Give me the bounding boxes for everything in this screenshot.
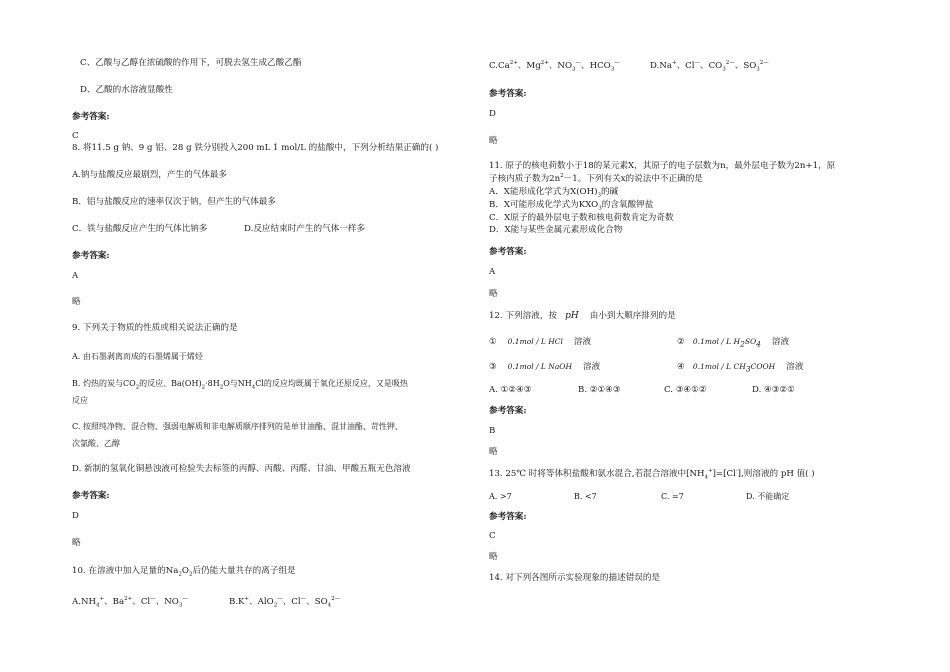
answer-label: 参考答案: bbox=[489, 406, 527, 416]
answer-note: 略 bbox=[72, 297, 81, 307]
q8-option-c: C．铁与盐酸反应产生的气体比钠多 bbox=[72, 224, 208, 234]
q9-option-a: A. 由石墨剥离而成的石墨烯属于烯烃 bbox=[72, 352, 203, 361]
answer-label: 参考答案: bbox=[489, 512, 527, 522]
q9-option-c-cont: 次氯酸、乙醇 bbox=[72, 439, 120, 448]
q10-option-c: $C.Ca^{2+}$、$Mg^{2+}$、$NO_3^—$、$HCO_3^—$ bbox=[489, 60, 620, 73]
answer-value: A bbox=[72, 271, 79, 281]
answer-note: 略 bbox=[489, 289, 498, 299]
q11-option-b: B．X可能形成化学式为$KXO_3$的含氧酸钾盐 bbox=[489, 200, 654, 212]
q12-option-d: D. ④③②① bbox=[752, 385, 795, 395]
q11-option-c: C．X原子的最外层电子数和核电荷数肯定为奇数 bbox=[489, 213, 674, 223]
answer-label: 参考答案: bbox=[489, 89, 527, 99]
answer-value: D bbox=[489, 109, 496, 119]
q13-option-d: D. 不能确定 bbox=[746, 492, 790, 501]
answer-value: D bbox=[72, 511, 79, 521]
question-11: 11. 原子的核电荷数小于18的某元素X，其原子的电子层数为n，最外层电子数为2n+1，原 bbox=[489, 161, 836, 171]
question-14: 14. 对下列各图所示实验现象的描述错误的是 bbox=[489, 573, 661, 583]
q13-option-a: A. >7 bbox=[489, 492, 512, 501]
q10-option-a: $A.NH_4^+$、$Ba^{2+}$、Cl—、$NO_3^—$ bbox=[72, 596, 188, 609]
q12-item-2: ② 0.1mol / L $H_2SO_4$ 溶液 bbox=[677, 337, 790, 349]
answer-label: 参考答案: bbox=[489, 247, 527, 257]
q13-option-c: C. =7 bbox=[661, 492, 684, 501]
answer-label: 参考答案: bbox=[72, 491, 110, 501]
q12-option-c: C. ③④①② bbox=[664, 385, 707, 395]
q11-option-d: D．X能与某些金属元素形成化合物 bbox=[489, 225, 623, 235]
q13-option-b: B. <7 bbox=[574, 492, 597, 501]
q10-option-d: D.Na+、Cl—、$CO_3^{2—}$、$SO_3^{2—}$ bbox=[650, 60, 769, 73]
question-12: 12. 下列溶液，按 pH 由小到大顺序排列的是 bbox=[489, 311, 676, 321]
answer-label: 参考答案: bbox=[72, 251, 110, 261]
answer-note: 略 bbox=[72, 538, 81, 548]
question-11-cont: 子核内质子数为$2n^2-1$。下列有关x的说法中不正确的是 bbox=[489, 173, 703, 184]
answer-value: A bbox=[489, 267, 496, 277]
answer-note: 略 bbox=[489, 447, 498, 457]
answer-note: 略 bbox=[489, 136, 498, 146]
answer-label: 参考答案: bbox=[72, 112, 110, 122]
q12-item-1: ① 0.1mol / L HCl 溶液 bbox=[489, 337, 592, 347]
answer-value: B bbox=[489, 426, 496, 436]
q9-option-b-cont: 反应 bbox=[72, 396, 88, 405]
option-c: C、乙酸与乙醇在浓硫酸的作用下，可脱去氢生成乙酸乙酯 bbox=[80, 58, 302, 68]
q12-option-b: B. ②①④③ bbox=[578, 385, 621, 395]
q11-option-a: A．X能形成化学式为$X(OH)_3$的碱 bbox=[489, 187, 619, 199]
q9-option-d: D. 新制的氢氧化铜悬浊液可检验失去标签的丙醇、丙酸、丙醛、甘油、甲酸五瓶无色溶液 bbox=[72, 464, 411, 474]
q8-option-a: A.钠与盐酸反应最剧烈，产生的气体最多 bbox=[72, 170, 228, 180]
question-8: 8. 将11.5 g 钠、9 g 铝、28 g 铁分别投入200 mL 1 mol/L 的盐酸中，下列分析结果正确的( ) bbox=[72, 143, 439, 153]
q12-item-3: ③ 0.1mol / L NaOH 溶液 bbox=[489, 362, 601, 372]
option-d: D、乙酸的水溶液显酸性 bbox=[80, 85, 173, 95]
answer-note: 略 bbox=[489, 552, 498, 562]
question-10: 10. 在溶液中加入足量的$Na_2O_2$后仍能大量共存的离子组是 bbox=[72, 566, 296, 578]
answer-value: C bbox=[72, 131, 79, 141]
q9-option-c: C. 按照纯净物、混合物、强弱电解质和非电解质顺序排列的是单甘油酯、混甘油酯、苛性钾、 bbox=[72, 422, 403, 431]
q9-option-b: B. 灼热的炭与$CO_2$的反应、$Ba(OH)_2\cdot 8H_2O$与$NH_4Cl$的反应均既属于氧化还原反应，又是吸热 bbox=[72, 379, 408, 391]
answer-value: C bbox=[489, 531, 496, 541]
q12-item-4: ④ 0.1mol / L $CH_3COOH$ 溶液 bbox=[677, 362, 804, 374]
q12-option-a: A. ①②④③ bbox=[489, 385, 532, 395]
q8-option-d: D.反应结束时产生的气体一样多 bbox=[244, 224, 366, 234]
question-13: 13. 25℃ 时将等体积盐酸和氨水混合,若混合溶液中$[NH_4^+]=[Cl^-]$,则溶液的 pH 值( ) bbox=[489, 468, 815, 481]
question-9: 9. 下列关于物质的性质或相关说法正确的是 bbox=[72, 323, 238, 333]
q8-option-b: B．铝与盐酸反应的速率仅次于钠，但产生的气体最多 bbox=[72, 197, 276, 207]
q10-option-b: B.K+、AlO$_2$—、Cl—、$SO_4^{2—}$ bbox=[229, 596, 341, 609]
